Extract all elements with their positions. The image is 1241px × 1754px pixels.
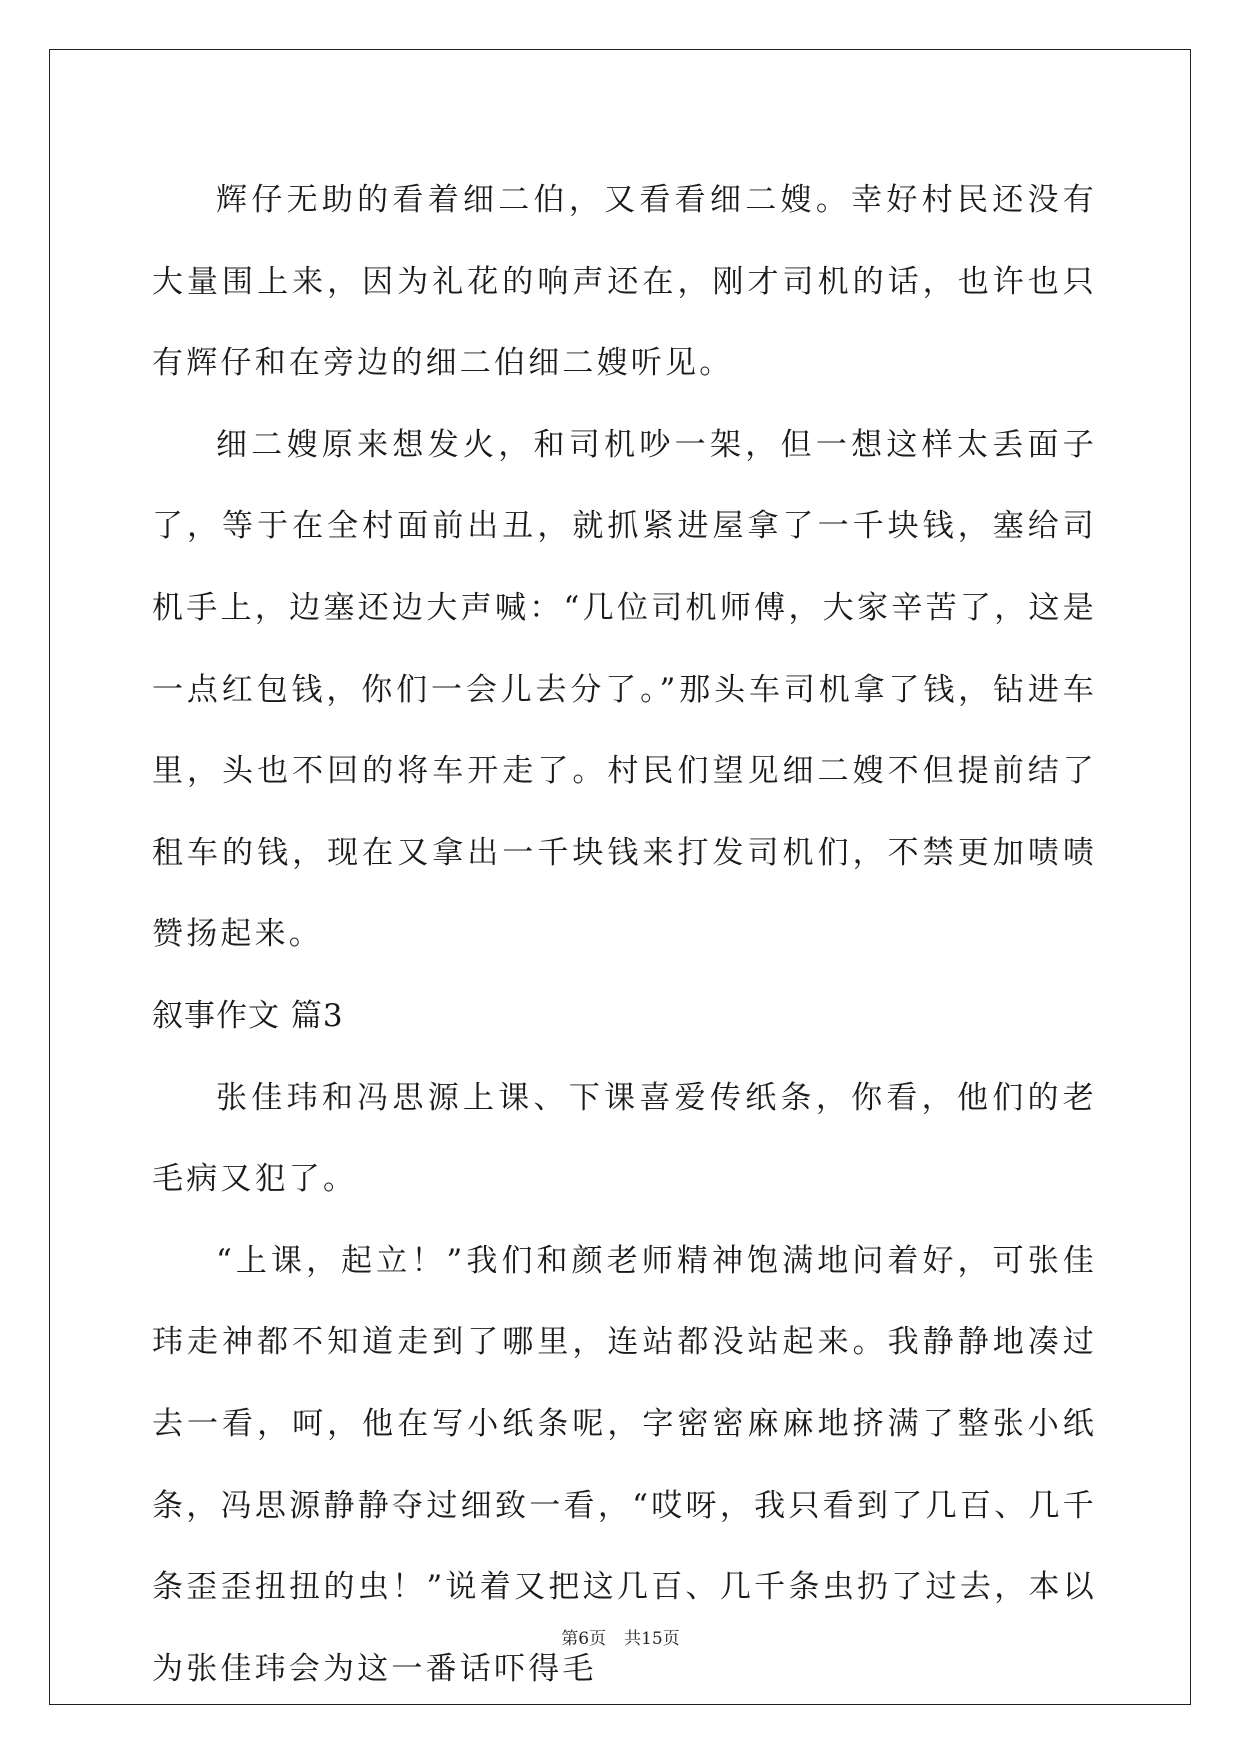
paragraph-4: “上课，起立！”我们和颜老师精神饱满地问着好，可张佳玮走神都不知道走到了哪里，连站都没站起来。我静静地凑过去一看，呵，他在写小纸条呢，字密密麻麻地挤满了整张小纸条，冯思源静静夺过细致一看，“哎呀，我只看到了几百、几千条歪歪扭扭的虫！”说着又把这几百、几千条虫扔了过去，本以为张佳玮会为这一番话吓得毛 — [152, 1242, 1097, 1687]
paragraph-1: 辉仔无助的看着细二伯，又看看细二嫂。幸好村民还没有大量围上来，因为礼花的响声还在，刚才司机的话，也许也只有辉仔和在旁边的细二伯细二嫂听见。 — [152, 182, 1097, 382]
paragraph-3: 张佳玮和冯思源上课、下课喜爱传纸条，你看，他们的老毛病又犯了。 — [152, 1079, 1097, 1198]
page-number: 第6页 — [561, 1629, 607, 1649]
section-heading: 叙事作文 篇3 — [152, 997, 344, 1034]
document-body — [152, 160, 1097, 1710]
page-footer — [0, 1628, 1241, 1650]
total-pages: 共15页 — [624, 1629, 680, 1649]
paragraph-2: 细二嫂原来想发火，和司机吵一架，但一想这样太丢面子了，等于在全村面前出丑，就抓紧进屋拿了一千块钱，塞给司机手上，边塞还边大声喊：“几位司机师傅，大家辛苦了，这是一点红包钱，你们一会儿去分了。”那头车司机拿了钱，钻进车里，头也不回的将车开走了。村民们望见细二嫂不但提前结了租车的钱，现在又拿出一千块钱来打发司机们，不禁更加啧啧赞扬起来。 — [152, 426, 1097, 953]
